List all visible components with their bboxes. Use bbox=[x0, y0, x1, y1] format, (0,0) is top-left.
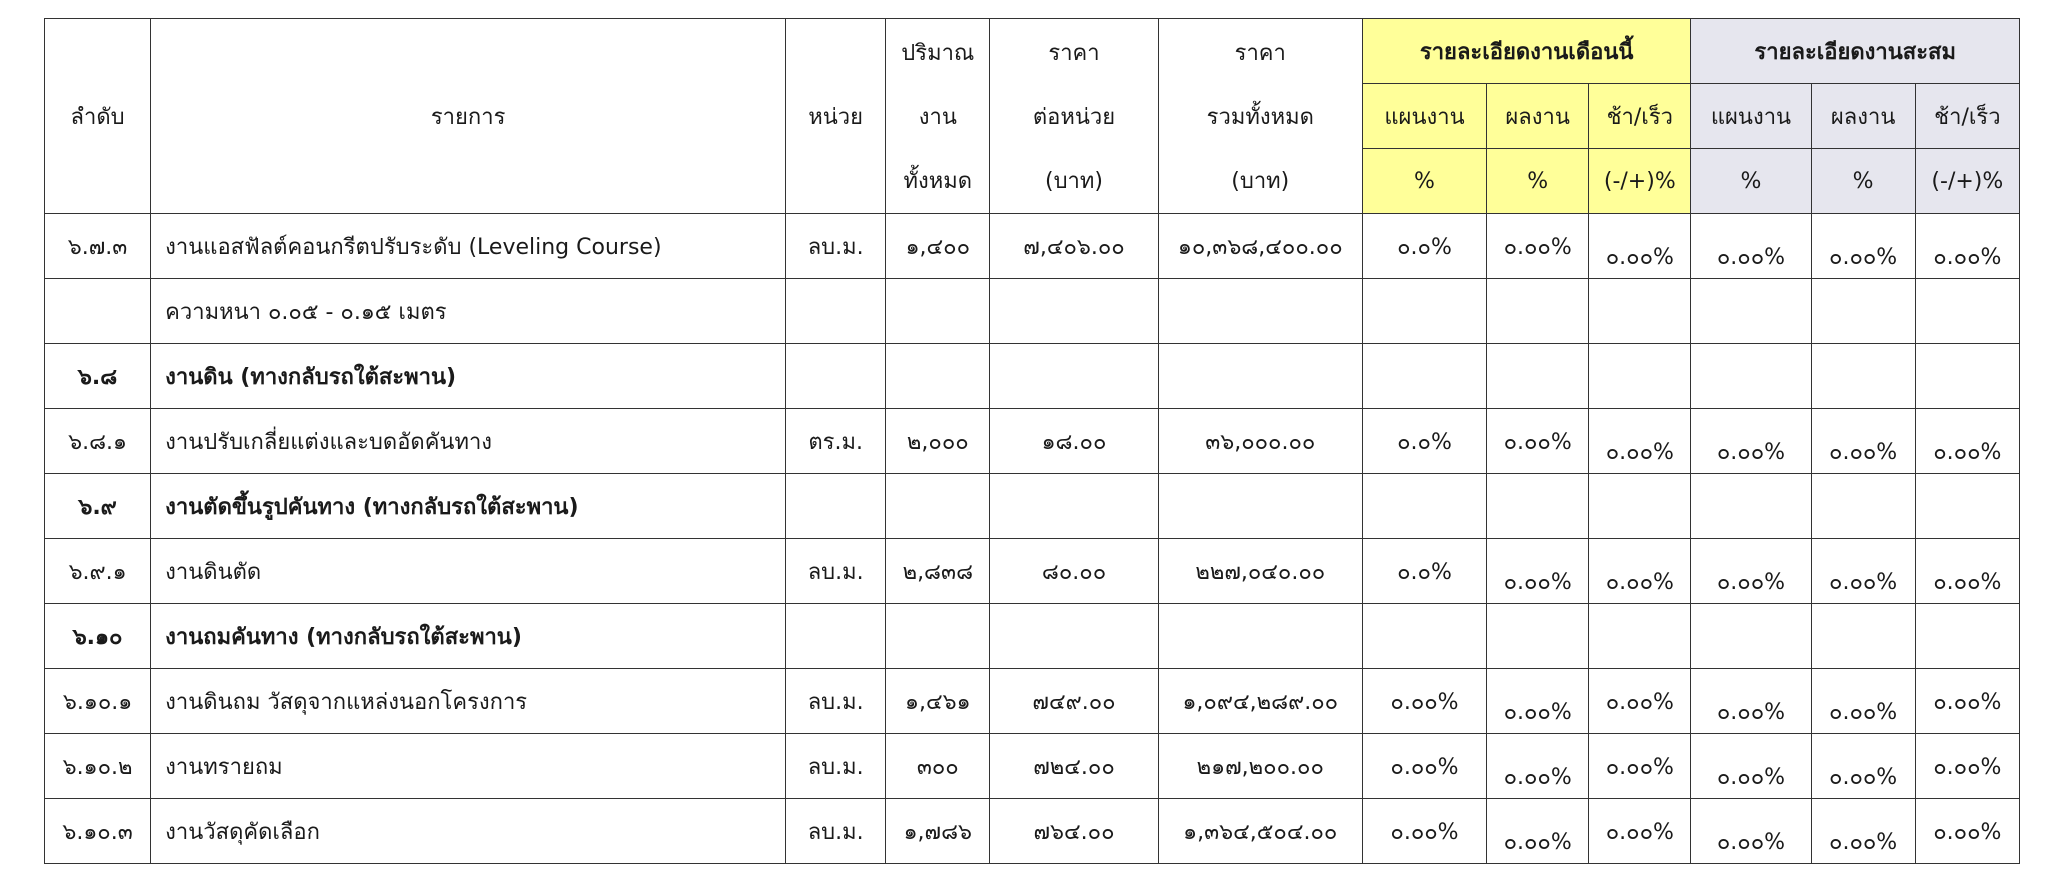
cell-month-plan: ๐.๐๐% bbox=[1362, 799, 1486, 864]
header-unit-price-line2: ต่อหน่วย bbox=[1032, 104, 1116, 130]
header-cumulative: รายละเอียดงานสะสม bbox=[1691, 19, 2020, 84]
table-body bbox=[45, 214, 2020, 864]
cell-item: งานตัดขึ้นรูปคันทาง (ทางกลับรถใต้สะพาน) bbox=[151, 474, 786, 539]
header-order: ลำดับ bbox=[45, 19, 151, 214]
cell-quantity: ๑,๔๐๐ bbox=[886, 214, 990, 279]
table-row bbox=[45, 799, 2020, 864]
cell-month-plan bbox=[1362, 604, 1486, 669]
header-unit-price bbox=[990, 19, 1158, 214]
table-row bbox=[45, 474, 2020, 539]
cell-cum-plan-value: ๐.๐๐% bbox=[1716, 699, 1786, 725]
cell-order: ๖.๑๐.๓ bbox=[45, 799, 151, 864]
cell-cum-result bbox=[1811, 474, 1915, 539]
cell-cum-result bbox=[1811, 279, 1915, 344]
header-item: รายการ bbox=[151, 19, 786, 214]
cell-unit: ลบ.ม. bbox=[786, 214, 886, 279]
cell-cum-result bbox=[1811, 214, 1915, 279]
cell-unit bbox=[786, 604, 886, 669]
cell-month-diff-value: ๐.๐๐% bbox=[1605, 569, 1674, 595]
cell-order: ๖.๑๐.๒ bbox=[45, 734, 151, 799]
header-month-diff-unit: (-/+)% bbox=[1589, 149, 1691, 214]
header-cum-result-unit: % bbox=[1811, 149, 1915, 214]
header-total-price bbox=[1158, 19, 1362, 214]
cell-cum-result bbox=[1811, 539, 1915, 604]
cell-cum-plan-value: ๐.๐๐% bbox=[1716, 439, 1786, 465]
header-month-plan-unit: % bbox=[1362, 149, 1486, 214]
cell-month-diff-value: ๐.๐๐% bbox=[1605, 244, 1674, 270]
cell-unit-price bbox=[990, 474, 1158, 539]
cell-unit-price: ๗๒๔.๐๐ bbox=[990, 734, 1158, 799]
cell-quantity bbox=[886, 344, 990, 409]
cell-month-diff bbox=[1589, 539, 1691, 604]
cell-unit: ตร.ม. bbox=[786, 409, 886, 474]
cell-month-plan bbox=[1362, 279, 1486, 344]
cell-cum-diff bbox=[1915, 344, 2019, 409]
cell-month-diff: ๐.๐๐% bbox=[1589, 734, 1691, 799]
header-quantity-line3: ทั้งหมด bbox=[903, 168, 973, 194]
cell-cum-result bbox=[1811, 669, 1915, 734]
cell-cum-plan bbox=[1691, 799, 1811, 864]
cell-month-diff-value: ๐.๐๐% bbox=[1605, 439, 1674, 465]
header-month-result: ผลงาน bbox=[1487, 84, 1589, 149]
cell-month-result bbox=[1487, 344, 1589, 409]
header-month-plan: แผนงาน bbox=[1362, 84, 1486, 149]
cell-order: ๖.๘.๑ bbox=[45, 409, 151, 474]
cell-item: งานวัสดุคัดเลือก bbox=[151, 799, 786, 864]
cell-month-result bbox=[1487, 474, 1589, 539]
progress-report-sheet bbox=[44, 18, 2020, 864]
cell-month-diff bbox=[1589, 474, 1691, 539]
cell-order: ๖.๑๐ bbox=[45, 604, 151, 669]
cell-month-result: ๐.๐๐% bbox=[1487, 409, 1589, 474]
cell-cum-diff: ๐.๐๐% bbox=[1915, 799, 2019, 864]
header-total-price-line2: รวมทั้งหมด bbox=[1206, 104, 1314, 130]
header-month-result-unit: % bbox=[1487, 149, 1589, 214]
cell-quantity: ๑,๗๘๖ bbox=[886, 799, 990, 864]
cell-unit-price bbox=[990, 279, 1158, 344]
cell-order: ๖.๘ bbox=[45, 344, 151, 409]
table-row bbox=[45, 409, 2020, 474]
cell-item: งานดินตัด bbox=[151, 539, 786, 604]
cell-month-result: ๐.๐๐% bbox=[1487, 214, 1589, 279]
cell-unit-price: ๗๔๙.๐๐ bbox=[990, 669, 1158, 734]
cell-month-result bbox=[1487, 539, 1589, 604]
cell-order: ๖.๑๐.๑ bbox=[45, 669, 151, 734]
header-cum-plan: แผนงาน bbox=[1691, 84, 1811, 149]
cell-total-price bbox=[1158, 344, 1362, 409]
cell-cum-plan bbox=[1691, 474, 1811, 539]
cell-cum-plan bbox=[1691, 214, 1811, 279]
cell-unit bbox=[786, 279, 886, 344]
cell-order: ๖.๙.๑ bbox=[45, 539, 151, 604]
cell-total-price: ๑,๐๙๔,๒๘๙.๐๐ bbox=[1158, 669, 1362, 734]
table-row bbox=[45, 279, 2020, 344]
table-row bbox=[45, 669, 2020, 734]
cell-month-result bbox=[1487, 669, 1589, 734]
cell-cum-plan-value: ๐.๐๐% bbox=[1716, 244, 1786, 270]
cell-cum-diff-value: ๐.๐๐% bbox=[1933, 244, 2002, 270]
cell-month-result bbox=[1487, 604, 1589, 669]
cell-unit bbox=[786, 474, 886, 539]
cell-cum-result bbox=[1811, 799, 1915, 864]
cell-month-plan: ๐.๐๐% bbox=[1362, 734, 1486, 799]
cell-quantity bbox=[886, 279, 990, 344]
cell-item: งานแอสฟัลต์คอนกรีตปรับระดับ (Leveling Course) bbox=[151, 214, 786, 279]
cell-unit bbox=[786, 344, 886, 409]
cell-order: ๖.๗.๓ bbox=[45, 214, 151, 279]
cell-month-result-value: ๐.๐๐% bbox=[1503, 569, 1572, 595]
header-month-diff: ช้า/เร็ว bbox=[1589, 84, 1691, 149]
cell-month-result-value: ๐.๐๐% bbox=[1503, 764, 1572, 790]
cell-unit: ลบ.ม. bbox=[786, 734, 886, 799]
table-row bbox=[45, 734, 2020, 799]
header-cum-diff: ช้า/เร็ว bbox=[1915, 84, 2019, 149]
cell-month-diff bbox=[1589, 409, 1691, 474]
cell-cum-result-value: ๐.๐๐% bbox=[1829, 699, 1898, 725]
cell-cum-diff: ๐.๐๐% bbox=[1915, 669, 2019, 734]
cell-month-result-value: ๐.๐๐% bbox=[1503, 699, 1572, 725]
cell-unit-price bbox=[990, 344, 1158, 409]
cell-unit-price: ๘๐.๐๐ bbox=[990, 539, 1158, 604]
cell-month-plan: ๐.๐% bbox=[1362, 409, 1486, 474]
cell-cum-result bbox=[1811, 734, 1915, 799]
cell-month-plan bbox=[1362, 474, 1486, 539]
cell-cum-result-value: ๐.๐๐% bbox=[1829, 569, 1898, 595]
header-unit-price-line1: ราคา bbox=[1048, 40, 1100, 66]
cell-quantity: ๒,๘๓๘ bbox=[886, 539, 990, 604]
header-total-price-line3: (บาท) bbox=[1231, 168, 1290, 194]
cell-month-result bbox=[1487, 734, 1589, 799]
cell-item: งานดินถม วัสดุจากแหล่งนอกโครงการ bbox=[151, 669, 786, 734]
header-cum-result: ผลงาน bbox=[1811, 84, 1915, 149]
cell-total-price: ๒๑๗,๒๐๐.๐๐ bbox=[1158, 734, 1362, 799]
cell-month-plan: ๐.๐๐% bbox=[1362, 669, 1486, 734]
cell-cum-plan bbox=[1691, 344, 1811, 409]
cell-cum-plan-value: ๐.๐๐% bbox=[1716, 764, 1786, 790]
cell-month-diff bbox=[1589, 344, 1691, 409]
cell-quantity bbox=[886, 604, 990, 669]
cell-cum-result bbox=[1811, 604, 1915, 669]
cell-unit: ลบ.ม. bbox=[786, 669, 886, 734]
cell-total-price: ๑,๓๖๔,๕๐๔.๐๐ bbox=[1158, 799, 1362, 864]
cell-item: งานถมคันทาง (ทางกลับรถใต้สะพาน) bbox=[151, 604, 786, 669]
cell-total-price: ๓๖,๐๐๐.๐๐ bbox=[1158, 409, 1362, 474]
cell-unit-price bbox=[990, 604, 1158, 669]
cell-cum-plan bbox=[1691, 539, 1811, 604]
header-cum-diff-unit: (-/+)% bbox=[1915, 149, 2019, 214]
cell-cum-result-value: ๐.๐๐% bbox=[1829, 764, 1898, 790]
cell-month-diff bbox=[1589, 604, 1691, 669]
cell-order: ๖.๙ bbox=[45, 474, 151, 539]
cell-quantity bbox=[886, 474, 990, 539]
header-unit: หน่วย bbox=[786, 19, 886, 214]
cell-total-price bbox=[1158, 279, 1362, 344]
table-row bbox=[45, 604, 2020, 669]
cell-unit-price: ๗๖๔.๐๐ bbox=[990, 799, 1158, 864]
cell-item: งานทรายถม bbox=[151, 734, 786, 799]
cell-order bbox=[45, 279, 151, 344]
cell-cum-plan bbox=[1691, 604, 1811, 669]
cell-cum-result-value: ๐.๐๐% bbox=[1829, 439, 1898, 465]
header-total-price-line1: ราคา bbox=[1234, 40, 1286, 66]
cell-cum-result-value: ๐.๐๐% bbox=[1829, 829, 1898, 855]
cell-month-diff: ๐.๐๐% bbox=[1589, 799, 1691, 864]
header-quantity bbox=[886, 19, 990, 214]
cell-month-result bbox=[1487, 799, 1589, 864]
table-row bbox=[45, 214, 2020, 279]
cell-item: งานปรับเกลี่ยแต่งและบดอัดคันทาง bbox=[151, 409, 786, 474]
header-quantity-line2: งาน bbox=[918, 104, 957, 130]
cell-cum-diff bbox=[1915, 279, 2019, 344]
cell-month-result-value: ๐.๐๐% bbox=[1503, 829, 1572, 855]
cell-item: งานดิน (ทางกลับรถใต้สะพาน) bbox=[151, 344, 786, 409]
cell-cum-result bbox=[1811, 344, 1915, 409]
cell-item: ความหนา ๐.๐๕ - ๐.๑๕ เมตร bbox=[151, 279, 786, 344]
cell-cum-diff bbox=[1915, 604, 2019, 669]
cell-cum-diff: ๐.๐๐% bbox=[1915, 734, 2019, 799]
cell-cum-diff bbox=[1915, 474, 2019, 539]
cell-quantity: ๒,๐๐๐ bbox=[886, 409, 990, 474]
cell-total-price bbox=[1158, 604, 1362, 669]
cell-cum-result bbox=[1811, 409, 1915, 474]
cell-quantity: ๓๐๐ bbox=[886, 734, 990, 799]
work-progress-table bbox=[44, 18, 2020, 864]
cell-cum-diff bbox=[1915, 539, 2019, 604]
cell-cum-result-value: ๐.๐๐% bbox=[1829, 244, 1898, 270]
header-cum-plan-unit: % bbox=[1691, 149, 1811, 214]
cell-cum-diff bbox=[1915, 214, 2019, 279]
cell-unit: ลบ.ม. bbox=[786, 799, 886, 864]
table-row bbox=[45, 344, 2020, 409]
cell-total-price: ๒๒๗,๐๔๐.๐๐ bbox=[1158, 539, 1362, 604]
cell-cum-plan bbox=[1691, 409, 1811, 474]
cell-unit-price: ๑๘.๐๐ bbox=[990, 409, 1158, 474]
cell-total-price: ๑๐,๓๖๘,๔๐๐.๐๐ bbox=[1158, 214, 1362, 279]
cell-cum-diff-value: ๐.๐๐% bbox=[1933, 569, 2002, 595]
cell-quantity: ๑,๔๖๑ bbox=[886, 669, 990, 734]
cell-cum-plan-value: ๐.๐๐% bbox=[1716, 569, 1786, 595]
cell-unit: ลบ.ม. bbox=[786, 539, 886, 604]
cell-cum-plan bbox=[1691, 734, 1811, 799]
header-this-month: รายละเอียดงานเดือนนี้ bbox=[1362, 19, 1690, 84]
cell-month-result bbox=[1487, 279, 1589, 344]
cell-cum-diff-value: ๐.๐๐% bbox=[1933, 439, 2002, 465]
cell-month-plan bbox=[1362, 344, 1486, 409]
cell-cum-plan bbox=[1691, 669, 1811, 734]
cell-cum-diff bbox=[1915, 409, 2019, 474]
cell-month-diff bbox=[1589, 279, 1691, 344]
cell-month-diff: ๐.๐๐% bbox=[1589, 669, 1691, 734]
table-row bbox=[45, 539, 2020, 604]
header-unit-price-line3: (บาท) bbox=[1045, 168, 1103, 194]
cell-month-plan: ๐.๐% bbox=[1362, 214, 1486, 279]
cell-cum-plan-value: ๐.๐๐% bbox=[1716, 829, 1786, 855]
cell-cum-plan bbox=[1691, 279, 1811, 344]
header-quantity-line1: ปริมาณ bbox=[901, 40, 975, 66]
cell-total-price bbox=[1158, 474, 1362, 539]
cell-month-plan: ๐.๐% bbox=[1362, 539, 1486, 604]
cell-month-diff bbox=[1589, 214, 1691, 279]
cell-unit-price: ๗,๔๐๖.๐๐ bbox=[990, 214, 1158, 279]
